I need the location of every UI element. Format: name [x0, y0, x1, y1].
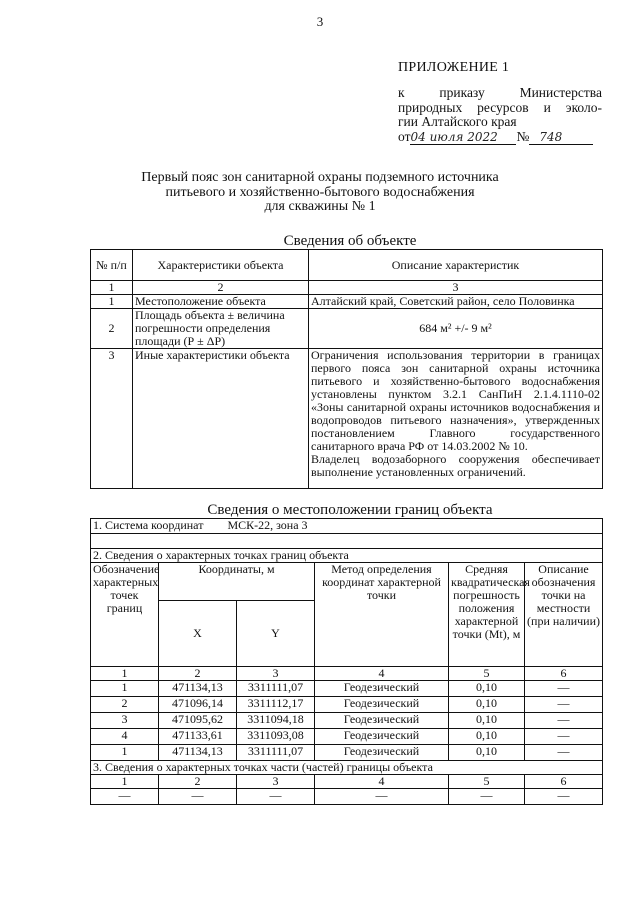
row-num: 3 [91, 349, 133, 489]
spacer-row [91, 534, 603, 549]
point-y: 3311112,17 [237, 697, 315, 713]
header-coordinates: Координаты, м [159, 563, 315, 601]
header-characteristic: Характеристики объекта [133, 250, 309, 281]
date-prefix: от [398, 128, 411, 144]
part-cell: — [159, 789, 237, 805]
col-number: 2 [159, 775, 237, 789]
point-y: 3311093,08 [237, 729, 315, 745]
col-number: 5 [449, 775, 525, 789]
point-y: 3311111,07 [237, 681, 315, 697]
col-number: 1 [91, 775, 159, 789]
col-number: 4 [315, 775, 449, 789]
row-characteristic: Местоположение объекта [133, 295, 309, 309]
parts-col-numbers [91, 775, 603, 789]
parts-label-row [91, 761, 603, 775]
row-num: 1 [91, 295, 133, 309]
header-num: № п/п [91, 250, 133, 281]
header-x: X [159, 601, 237, 667]
order-line-3: гии Алтайского края [398, 114, 517, 129]
col-number: 5 [449, 667, 525, 681]
location-table [90, 518, 603, 805]
col-number: 3 [237, 775, 315, 789]
row-description: Алтайский край, Советский район, село Половинка [309, 295, 603, 309]
parts-label: 3. Сведения о характерных точках части (частей) границы объекта [91, 761, 603, 775]
row-description [309, 349, 603, 489]
table-row [91, 349, 603, 489]
row-characteristic: Иные характеристики объекта [133, 349, 309, 489]
row-characteristic: Площадь объекта ± величина погрешности определения площади (Р ± ΔР) [133, 309, 309, 349]
table-row [91, 295, 603, 309]
part-cell: — [525, 789, 603, 805]
col-number: 3 [237, 667, 315, 681]
order-word-ministry: Министерства [519, 85, 602, 100]
order-word-k: к [398, 85, 405, 100]
points-header-row [91, 563, 603, 601]
table-row [91, 681, 603, 697]
point-description: — [525, 697, 603, 713]
part-cell: — [315, 789, 449, 805]
point-id: 1 [91, 745, 159, 761]
row-description: 684 м² +/- 9 м² [309, 309, 603, 349]
object-table [90, 249, 603, 489]
point-method: Геодезический [315, 713, 449, 729]
point-id: 3 [91, 713, 159, 729]
part-cell: — [449, 789, 525, 805]
order-reference [398, 86, 602, 145]
point-x: 471134,13 [159, 745, 237, 761]
coord-system-row [91, 519, 603, 534]
point-description: — [525, 681, 603, 697]
handwritten-number: 748 [529, 130, 593, 146]
col-number: 4 [315, 667, 449, 681]
point-method: Геодезический [315, 729, 449, 745]
number-prefix: № [516, 128, 530, 144]
coord-system-label: 1. Система координат [93, 518, 204, 532]
points-col-numbers [91, 667, 603, 681]
row-num: 2 [91, 309, 133, 349]
header-method: Метод определения координат характерной точки [315, 563, 449, 667]
point-mt: 0,10 [449, 729, 525, 745]
owner-obligation-text: Владелец водозаборного сооружения обеспечивает выполнение установленных ограничений. [311, 452, 600, 479]
order-word-prikaz: приказу [439, 85, 485, 100]
title-line-2: питьевого и хозяйственно-бытового водоснабжения [165, 184, 475, 200]
header-point-description: Описание обозначения точки на местности (при наличии) [525, 563, 603, 667]
point-method: Геодезический [315, 745, 449, 761]
object-col-numbers [91, 281, 603, 295]
object-section-heading: Сведения об объекте [283, 233, 417, 249]
location-section-heading: Сведения о местоположении границ объекта [207, 502, 493, 518]
point-mt: 0,10 [449, 713, 525, 729]
point-mt: 0,10 [449, 745, 525, 761]
coord-system-cell [91, 519, 603, 534]
point-x: 471095,62 [159, 713, 237, 729]
coord-system-value: МСК-22, зона 3 [227, 518, 308, 532]
point-id: 4 [91, 729, 159, 745]
spacer-cell [91, 534, 603, 549]
title-line-3: для скважины № 1 [264, 199, 376, 214]
point-method: Геодезический [315, 697, 449, 713]
point-method: Геодезический [315, 681, 449, 697]
order-line-2: природных ресурсов и эколо- [398, 99, 602, 115]
point-description: — [525, 729, 603, 745]
table-row [91, 309, 603, 349]
appendix-title: ПРИЛОЖЕНИЕ 1 [398, 60, 510, 75]
col-number: 1 [91, 281, 133, 295]
col-number: 6 [525, 775, 603, 789]
point-id: 2 [91, 697, 159, 713]
table-row [91, 745, 603, 761]
part-cell: — [237, 789, 315, 805]
object-table-header [91, 250, 603, 281]
col-number: 2 [133, 281, 309, 295]
document-title [100, 171, 540, 215]
point-x: 471096,14 [159, 697, 237, 713]
point-x: 471134,13 [159, 681, 237, 697]
col-number: 3 [309, 281, 603, 295]
table-row [91, 697, 603, 713]
header-description: Описание характеристик [309, 250, 603, 281]
point-mt: 0,10 [449, 681, 525, 697]
col-number: 1 [91, 667, 159, 681]
col-number: 6 [525, 667, 603, 681]
table-row [91, 789, 603, 805]
point-description: — [525, 713, 603, 729]
point-mt: 0,10 [449, 697, 525, 713]
point-description: — [525, 745, 603, 761]
order-date-number [398, 130, 602, 146]
points-label-row [91, 549, 603, 563]
table-row [91, 713, 603, 729]
col-number: 2 [159, 667, 237, 681]
header-y: Y [237, 601, 315, 667]
header-error: Средняя квадратическая погрешность положения характерной точки (Mt), м [449, 563, 525, 667]
page-number: 3 [316, 14, 324, 29]
point-y: 3311111,07 [237, 745, 315, 761]
header-designation: Обозначение характерных точек границ [91, 563, 159, 667]
point-y: 3311094,18 [237, 713, 315, 729]
part-cell: — [91, 789, 159, 805]
restrictions-text: Ограничения использования территории в границах первого пояса зон санитарной охраны источника питьевого и хозяйственно-бытового водоснабжения установлены пунктом 3.2.1 СанПиН 2.1.4.1110-02 «Зоны санитарной охраны источников водоснабжения и водопроводов питьевого назначения», утвержденных постановлением Главного государственного санитарного врача РФ от 14.03.2002 № 10. [311, 348, 600, 453]
table-row [91, 729, 603, 745]
point-x: 471133,61 [159, 729, 237, 745]
handwritten-date: 04 июля 2022 [410, 130, 516, 146]
point-id: 1 [91, 681, 159, 697]
points-label: 2. Сведения о характерных точках границ объекта [91, 549, 603, 563]
title-line-1: Первый пояс зон санитарной охраны подземного источника [141, 170, 499, 185]
order-line-1 [398, 86, 602, 101]
